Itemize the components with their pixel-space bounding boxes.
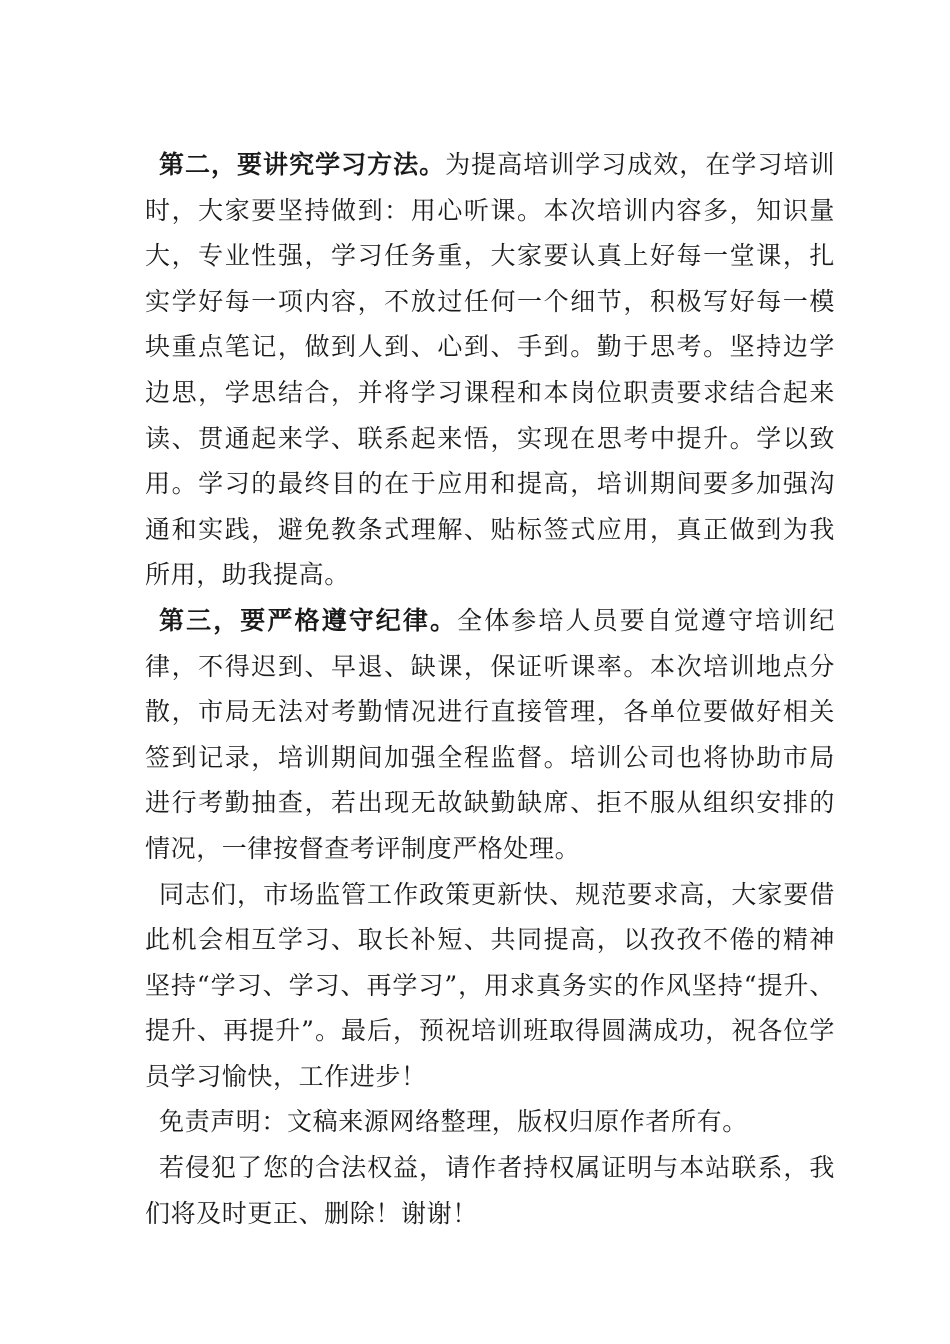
paragraph-disclaimer bbox=[145, 1099, 835, 1145]
paragraph-heading: 第二，要讲究学习方法。 bbox=[159, 150, 446, 179]
paragraph-heading: 第三，要严格遵守纪律。 bbox=[159, 605, 458, 635]
paragraph-text: 为提高培训学习成效，在学习培训时，大家要坚持做到：用心听课。本次培训内容多，知识量大，专业性强，学习任务重，大家要认真上好每一堂课，扎实学好每一项内容，不放过任何一个细节，积极写好每一模块重点笔记，做到人到、心到、手到。勤于思考。坚持边学边思，学思结合，并将学习课程和本岗位职责要求结合起来读、贯通起来学、联系起来悟，实现在思考中提升。学以致用。学习的最终目的在于应用和提高，培训期间要多加强沟通和实践，避免教条式理解、贴标签式应用，真正做到为我所用，助我提高。 bbox=[145, 150, 835, 590]
document-body bbox=[145, 142, 835, 1236]
paragraph-text: 免责声明：文稿来源网络整理，版权归原作者所有。 bbox=[159, 1107, 748, 1137]
paragraph-closing bbox=[145, 872, 835, 1100]
paragraph-discipline bbox=[145, 598, 835, 872]
paragraph-text: 全体参培人员要自觉遵守培训纪律，不得迟到、早退、缺课，保证听课率。本次培训地点分散，市局无法对考勤情况进行直接管理，各单位要做好相关签到记录，培训期间加强全程监督。培训公司也将协助市局进行考勤抽查，若出现无故缺勤缺席、拒不服从组织安排的情况，一律按督查考评制度严格处理。 bbox=[145, 605, 835, 863]
paragraph-text: 同志们，市场监管工作政策更新快、规范要求高，大家要借此机会相互学习、取长补短、共同提高，以孜孜不倦的精神坚持“学习、学习、再学习”，用求真务实的作风坚持“提升、提升、再提升”。最后，预祝培训班取得圆满成功，祝各位学员学习愉快，工作进步！ bbox=[145, 879, 835, 1091]
paragraph-contact-notice bbox=[145, 1145, 835, 1236]
paragraph-text: 若侵犯了您的合法权益，请作者持权属证明与本站联系，我们将及时更正、删除！谢谢！ bbox=[145, 1153, 835, 1228]
paragraph-study-methods bbox=[145, 142, 835, 598]
